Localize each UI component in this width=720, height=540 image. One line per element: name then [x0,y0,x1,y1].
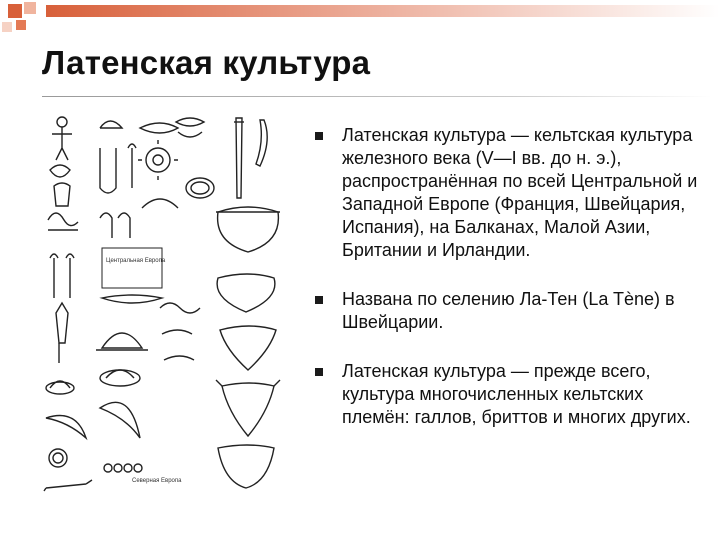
bullet-text: Латенская культура — кельтская культура железного века (V—I вв. до н. э.), распространённая по всей Центральной и Западной Европе (Франция, Швейцария, Испания), на Балканах, Малой Азии, Британии и Ирландии. [342,125,698,260]
bullet-square-icon [315,296,323,304]
bullet-item [310,360,715,429]
brooch-icon [50,165,70,206]
chain-icon [104,464,142,472]
bowl-icon [218,445,274,488]
sword-icon [234,118,244,198]
pot-icon [217,274,275,312]
bullet-text: Названа по селению Ла-Тен (La Tène) в Швейцарии. [342,289,675,332]
spiral-fibula-icon [160,303,200,360]
vessel-icon [216,207,280,252]
artifacts-illustration [40,108,302,510]
decor-gradient-bar [46,5,720,17]
helmet-icon [96,333,148,350]
fibula-set-icon [100,121,136,193]
fibula-icon [48,213,78,230]
ornament-bracelet-icon [176,118,204,137]
figurine-icon [52,117,72,160]
decor-square-orange [8,4,22,18]
shield-boss-icon [46,381,74,394]
ring-bracelet-icon [186,178,214,198]
pin-icon [50,254,74,298]
boss-icon [100,370,140,386]
decor-square-pale [2,22,12,32]
sickle-icon [46,416,86,439]
caption-bottom: Северная Европа [132,478,182,484]
urn-icon [220,326,276,370]
decor-square-small [16,20,26,30]
bullet-item [310,288,715,334]
rosette-icon [138,140,178,180]
spearhead-icon [56,303,68,363]
bullet-item [310,124,715,262]
bullet-text: Латенская культура — прежде всего, культура многочисленных кельтских племён: галлов, бриттов и многих других. [342,361,691,427]
knife-icon [256,120,267,166]
brooch-row-icon [100,213,130,238]
slide-title: Латенская культура [42,44,371,81]
map-caption-box [102,248,162,288]
bullet-square-icon [315,368,323,376]
ring-icon [49,449,67,467]
curved-blade-icon [100,402,140,438]
bullet-list [310,124,715,429]
torque-icon [102,295,162,303]
amphora-icon [216,380,280,436]
title-decoration [0,0,720,40]
decor-square-light [24,2,36,14]
bullet-square-icon [315,132,323,140]
dagger-icon [44,480,92,491]
title-divider [42,96,712,97]
caption-central-europe: Центральная Европа [106,258,166,264]
